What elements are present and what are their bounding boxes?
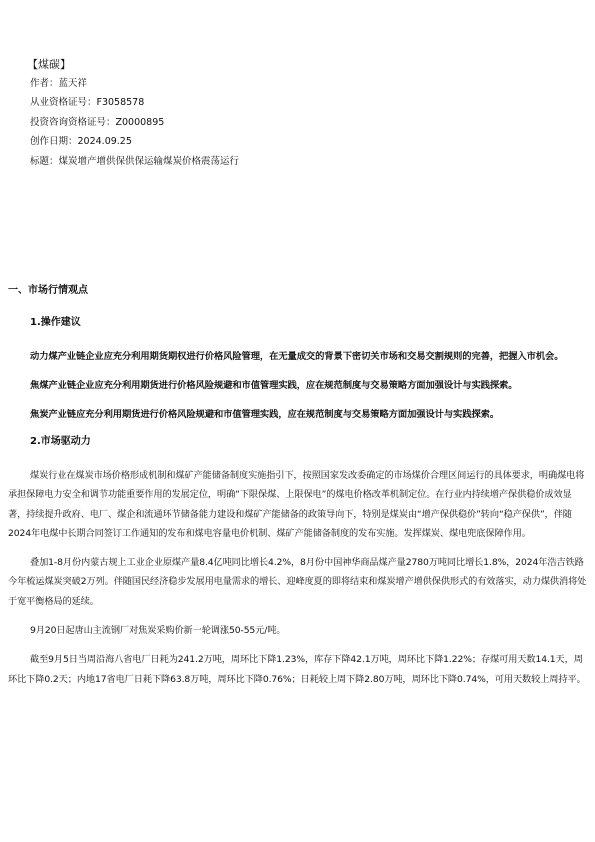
category-label: 【煤碳】 — [27, 58, 71, 71]
driver-paragraph-coke-price: 9月20日起唐山主流钢厂对焦炭采购价新一轮调涨50-55元/吨。 — [30, 625, 286, 637]
document-body — [8, 283, 588, 699]
driver-paragraph-policy: 煤炭行业在煤炭市场价格形成机制和煤矿产能储备制度实施指引下，按照国家发改委确定的市场煤价合理区间运行的具体要求，明确煤电将承担保障电力安全和调节功能重要作用的发展定位，明确“下限保煤、上限保电”的煤电价格改革机制定位。在行业内持续增产保供稳价成效显著，持续提升政府、电厂、煤企和流通环节储备能力建设和煤矿产能储备的政策导向下，特别是煤炭由“增产保供稳价”转向“稳产保供”，伴随2024年电煤中长期合同签订工作通知的发布和煤电容量电价机制、煤矿产能储备制度的发布实施。发挥煤炭、煤电兜底保障作用。 — [8, 470, 585, 539]
subsection-heading-operation-advice: 1.操作建议 — [30, 317, 81, 328]
advice-paragraph-thermal-coal: 动力煤产业链企业应充分利用期货期权进行价格风险管理，在无量成交的背景下密切关市场和交易交割规则的完善，把握入市机会。 — [30, 351, 564, 362]
document-header — [27, 57, 570, 171]
qualification-line: 从业资格证号：F3058578 — [30, 97, 145, 109]
advice-paragraph-coke: 焦炭产业链应充分利用期货进行价格风险规避和市值管理实践，应在规范制度与交易策略方面加强设计与实践探索。 — [30, 409, 500, 420]
driver-paragraph-power-plant-stats: 截至9月5日当周沿海八省电厂日耗为241.2万吨，周环比下降1.23%，库存下降42.1万吨，周环比下降1.22%；存煤可用天数14.1天，周环比下降0.2天；内地17省电厂日耗下降63.8万吨，周环比下降0.76%；日耗较上周下降2.80万吨，周环比下降0.74%，可用天数较上周持平。 — [8, 654, 586, 685]
driver-paragraph-production: 叠加1-8月份内蒙古规上工业企业原煤产量8.4亿吨同比增长4.2%，8月份中国神华商品煤产量2780万吨同比增长1.8%，2024年浩吉铁路今年梳运煤炭突破2万列。伴随国民经济稳步发展用电量需求的增长、迎峰度夏的即将结束和煤炭增产增供保供形式的有效落实，动力煤供消将处于宽平衡格局的延续。 — [8, 557, 587, 607]
creation-date-line: 创作日期：2024.09.25 — [30, 136, 132, 148]
author-line: 作者：蓝天祥 — [30, 78, 88, 89]
advice-paragraph-coking-coal: 焦煤产业链企业应充分利用期货进行价格风险规避和市值管理实践，应在规范制度与交易策略方面加强设计与实践探索。 — [30, 380, 518, 391]
article-title-line: 标题：煤炭增产增供保供保运输煤炭价格震荡运行 — [30, 155, 240, 167]
advisory-qualification-line: 投资咨询资格证号：Z0000895 — [30, 116, 165, 128]
section-heading-market-view: 一、市场行情观点 — [8, 285, 88, 296]
subsection-heading-market-drivers: 2.市场驱动力 — [30, 436, 91, 447]
